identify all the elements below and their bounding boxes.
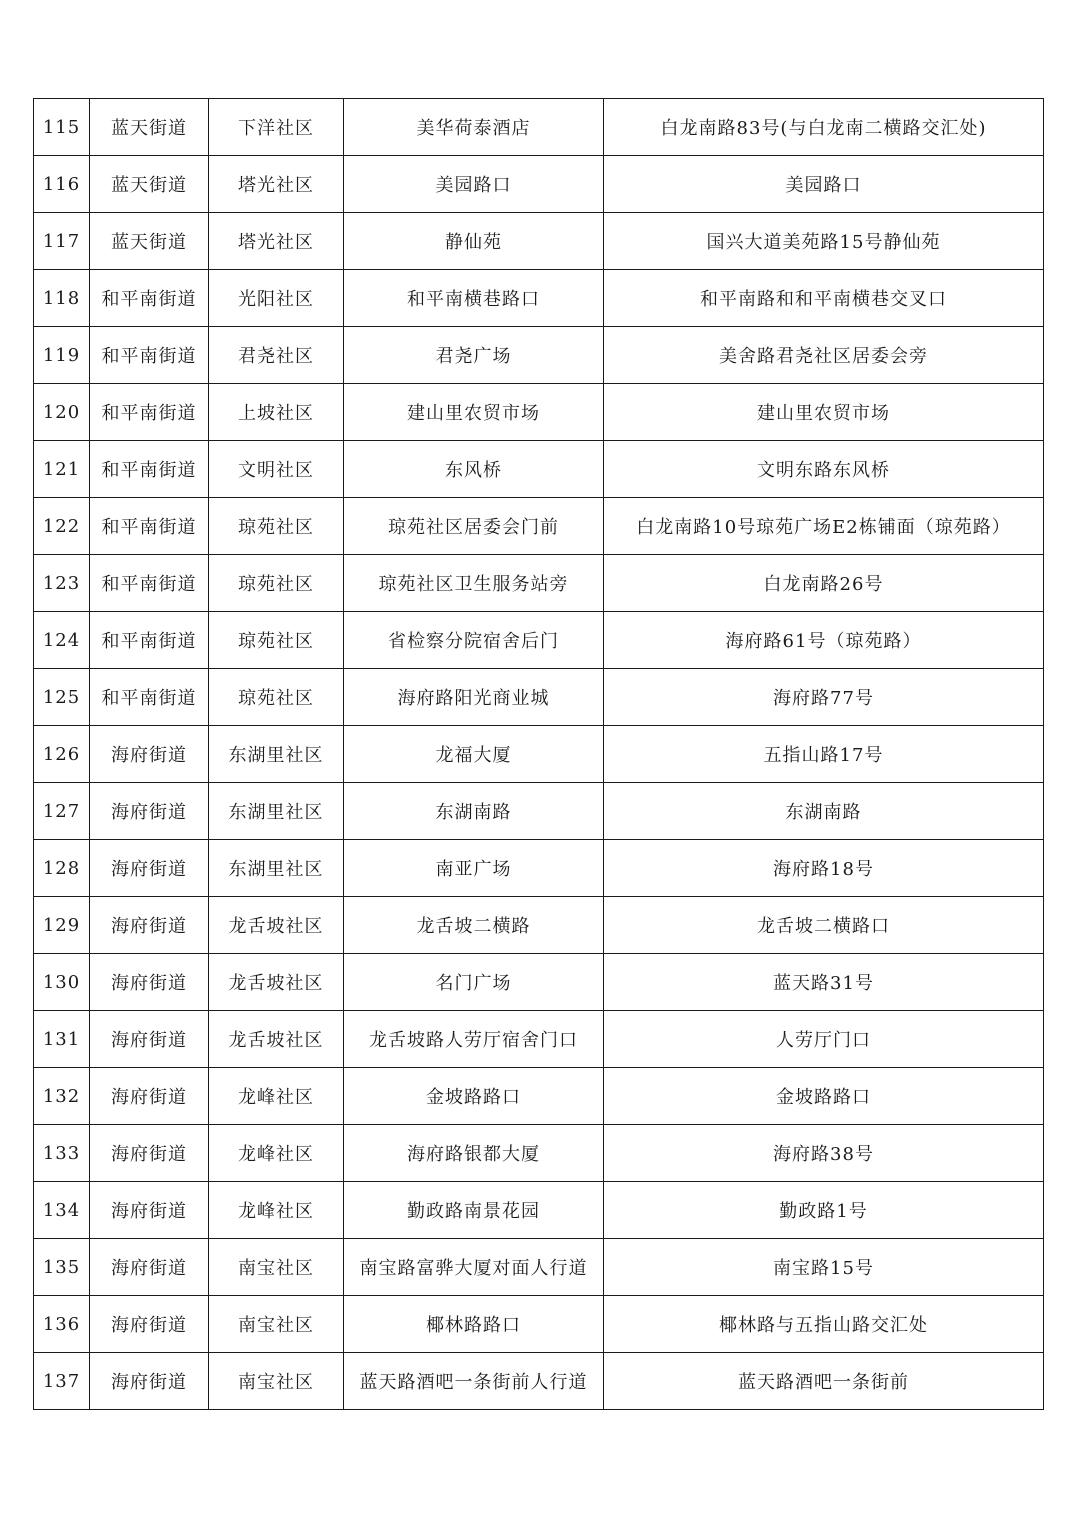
cell-street: 海府街道 bbox=[90, 1125, 209, 1182]
table-row bbox=[34, 327, 1044, 384]
cell-street: 和平南街道 bbox=[90, 669, 209, 726]
cell-community: 南宝社区 bbox=[209, 1353, 344, 1410]
cell-address: 东湖南路 bbox=[604, 783, 1044, 840]
cell-community: 琼苑社区 bbox=[209, 555, 344, 612]
cell-site: 东风桥 bbox=[344, 441, 604, 498]
table-row bbox=[34, 612, 1044, 669]
table-row bbox=[34, 384, 1044, 441]
cell-street: 和平南街道 bbox=[90, 498, 209, 555]
cell-site: 南宝路富骅大厦对面人行道 bbox=[344, 1239, 604, 1296]
table-row bbox=[34, 1353, 1044, 1410]
table-row bbox=[34, 498, 1044, 555]
cell-street: 蓝天街道 bbox=[90, 99, 209, 156]
cell-street: 海府街道 bbox=[90, 783, 209, 840]
cell-number: 115 bbox=[34, 99, 90, 156]
cell-address: 美园路口 bbox=[604, 156, 1044, 213]
cell-address: 和平南路和和平南横巷交叉口 bbox=[604, 270, 1044, 327]
table-row bbox=[34, 99, 1044, 156]
table-body bbox=[34, 99, 1044, 1410]
cell-site: 美华荷泰酒店 bbox=[344, 99, 604, 156]
cell-site: 琼苑社区卫生服务站旁 bbox=[344, 555, 604, 612]
cell-street: 海府街道 bbox=[90, 1353, 209, 1410]
location-table bbox=[33, 98, 1044, 1410]
cell-street: 海府街道 bbox=[90, 1011, 209, 1068]
table-row bbox=[34, 1068, 1044, 1125]
cell-address: 国兴大道美苑路15号静仙苑 bbox=[604, 213, 1044, 270]
cell-address: 美舍路君尧社区居委会旁 bbox=[604, 327, 1044, 384]
table-row bbox=[34, 897, 1044, 954]
table-row bbox=[34, 840, 1044, 897]
table-row bbox=[34, 270, 1044, 327]
cell-site: 琼苑社区居委会门前 bbox=[344, 498, 604, 555]
cell-site: 名门广场 bbox=[344, 954, 604, 1011]
cell-street: 和平南街道 bbox=[90, 384, 209, 441]
cell-street: 海府街道 bbox=[90, 954, 209, 1011]
cell-site: 东湖南路 bbox=[344, 783, 604, 840]
cell-site: 省检察分院宿舍后门 bbox=[344, 612, 604, 669]
cell-site: 金坡路路口 bbox=[344, 1068, 604, 1125]
cell-address: 白龙南路26号 bbox=[604, 555, 1044, 612]
cell-address: 龙舌坡二横路口 bbox=[604, 897, 1044, 954]
cell-site: 龙舌坡二横路 bbox=[344, 897, 604, 954]
cell-community: 龙舌坡社区 bbox=[209, 954, 344, 1011]
cell-community: 琼苑社区 bbox=[209, 498, 344, 555]
cell-number: 118 bbox=[34, 270, 90, 327]
cell-site: 海府路银都大厦 bbox=[344, 1125, 604, 1182]
cell-site: 南亚广场 bbox=[344, 840, 604, 897]
cell-street: 和平南街道 bbox=[90, 612, 209, 669]
table-row bbox=[34, 726, 1044, 783]
cell-community: 南宝社区 bbox=[209, 1296, 344, 1353]
table-row bbox=[34, 1125, 1044, 1182]
cell-community: 龙峰社区 bbox=[209, 1068, 344, 1125]
table-row bbox=[34, 954, 1044, 1011]
cell-site: 海府路阳光商业城 bbox=[344, 669, 604, 726]
cell-address: 椰林路与五指山路交汇处 bbox=[604, 1296, 1044, 1353]
cell-community: 南宝社区 bbox=[209, 1239, 344, 1296]
cell-site: 建山里农贸市场 bbox=[344, 384, 604, 441]
cell-community: 东湖里社区 bbox=[209, 726, 344, 783]
cell-number: 129 bbox=[34, 897, 90, 954]
cell-number: 120 bbox=[34, 384, 90, 441]
table-row bbox=[34, 669, 1044, 726]
table-row bbox=[34, 783, 1044, 840]
cell-site: 龙福大厦 bbox=[344, 726, 604, 783]
cell-site: 龙舌坡路人劳厅宿舍门口 bbox=[344, 1011, 604, 1068]
cell-number: 117 bbox=[34, 213, 90, 270]
cell-number: 134 bbox=[34, 1182, 90, 1239]
table-row bbox=[34, 1182, 1044, 1239]
cell-site: 蓝天路酒吧一条街前人行道 bbox=[344, 1353, 604, 1410]
table-row bbox=[34, 1239, 1044, 1296]
cell-number: 122 bbox=[34, 498, 90, 555]
cell-number: 128 bbox=[34, 840, 90, 897]
cell-address: 白龙南路10号琼苑广场E2栋铺面（琼苑路） bbox=[604, 498, 1044, 555]
cell-address: 金坡路路口 bbox=[604, 1068, 1044, 1125]
cell-number: 135 bbox=[34, 1239, 90, 1296]
cell-address: 蓝天路31号 bbox=[604, 954, 1044, 1011]
table-row bbox=[34, 213, 1044, 270]
cell-community: 东湖里社区 bbox=[209, 840, 344, 897]
cell-street: 蓝天街道 bbox=[90, 213, 209, 270]
cell-street: 和平南街道 bbox=[90, 555, 209, 612]
cell-site: 美园路口 bbox=[344, 156, 604, 213]
cell-address: 海府路61号（琼苑路） bbox=[604, 612, 1044, 669]
cell-address: 文明东路东风桥 bbox=[604, 441, 1044, 498]
cell-street: 和平南街道 bbox=[90, 327, 209, 384]
cell-number: 132 bbox=[34, 1068, 90, 1125]
table-row bbox=[34, 1011, 1044, 1068]
cell-number: 116 bbox=[34, 156, 90, 213]
cell-community: 龙峰社区 bbox=[209, 1125, 344, 1182]
cell-community: 下洋社区 bbox=[209, 99, 344, 156]
cell-site: 椰林路路口 bbox=[344, 1296, 604, 1353]
cell-number: 124 bbox=[34, 612, 90, 669]
table-row bbox=[34, 1296, 1044, 1353]
cell-number: 121 bbox=[34, 441, 90, 498]
cell-site: 勤政路南景花园 bbox=[344, 1182, 604, 1239]
cell-address: 建山里农贸市场 bbox=[604, 384, 1044, 441]
cell-address: 南宝路15号 bbox=[604, 1239, 1044, 1296]
cell-number: 130 bbox=[34, 954, 90, 1011]
cell-community: 上坡社区 bbox=[209, 384, 344, 441]
cell-community: 君尧社区 bbox=[209, 327, 344, 384]
cell-street: 海府街道 bbox=[90, 1182, 209, 1239]
cell-street: 蓝天街道 bbox=[90, 156, 209, 213]
cell-community: 琼苑社区 bbox=[209, 612, 344, 669]
cell-number: 127 bbox=[34, 783, 90, 840]
cell-community: 龙舌坡社区 bbox=[209, 1011, 344, 1068]
cell-number: 119 bbox=[34, 327, 90, 384]
cell-community: 光阳社区 bbox=[209, 270, 344, 327]
cell-site: 君尧广场 bbox=[344, 327, 604, 384]
table-row bbox=[34, 156, 1044, 213]
cell-address: 五指山路17号 bbox=[604, 726, 1044, 783]
table-row bbox=[34, 441, 1044, 498]
table-row bbox=[34, 555, 1044, 612]
cell-street: 和平南街道 bbox=[90, 270, 209, 327]
cell-number: 126 bbox=[34, 726, 90, 783]
cell-number: 123 bbox=[34, 555, 90, 612]
cell-community: 塔光社区 bbox=[209, 213, 344, 270]
cell-site: 静仙苑 bbox=[344, 213, 604, 270]
cell-number: 131 bbox=[34, 1011, 90, 1068]
cell-site: 和平南横巷路口 bbox=[344, 270, 604, 327]
cell-number: 136 bbox=[34, 1296, 90, 1353]
cell-address: 勤政路1号 bbox=[604, 1182, 1044, 1239]
cell-street: 海府街道 bbox=[90, 1068, 209, 1125]
cell-street: 海府街道 bbox=[90, 1239, 209, 1296]
cell-street: 海府街道 bbox=[90, 726, 209, 783]
cell-address: 蓝天路酒吧一条街前 bbox=[604, 1353, 1044, 1410]
cell-street: 海府街道 bbox=[90, 840, 209, 897]
cell-address: 海府路18号 bbox=[604, 840, 1044, 897]
cell-community: 塔光社区 bbox=[209, 156, 344, 213]
cell-number: 133 bbox=[34, 1125, 90, 1182]
cell-address: 海府路38号 bbox=[604, 1125, 1044, 1182]
cell-street: 和平南街道 bbox=[90, 441, 209, 498]
cell-community: 龙峰社区 bbox=[209, 1182, 344, 1239]
cell-street: 海府街道 bbox=[90, 1296, 209, 1353]
cell-community: 东湖里社区 bbox=[209, 783, 344, 840]
cell-community: 琼苑社区 bbox=[209, 669, 344, 726]
cell-community: 文明社区 bbox=[209, 441, 344, 498]
cell-number: 137 bbox=[34, 1353, 90, 1410]
cell-community: 龙舌坡社区 bbox=[209, 897, 344, 954]
cell-address: 海府路77号 bbox=[604, 669, 1044, 726]
cell-address: 人劳厅门口 bbox=[604, 1011, 1044, 1068]
cell-street: 海府街道 bbox=[90, 897, 209, 954]
cell-address: 白龙南路83号(与白龙南二横路交汇处) bbox=[604, 99, 1044, 156]
cell-number: 125 bbox=[34, 669, 90, 726]
